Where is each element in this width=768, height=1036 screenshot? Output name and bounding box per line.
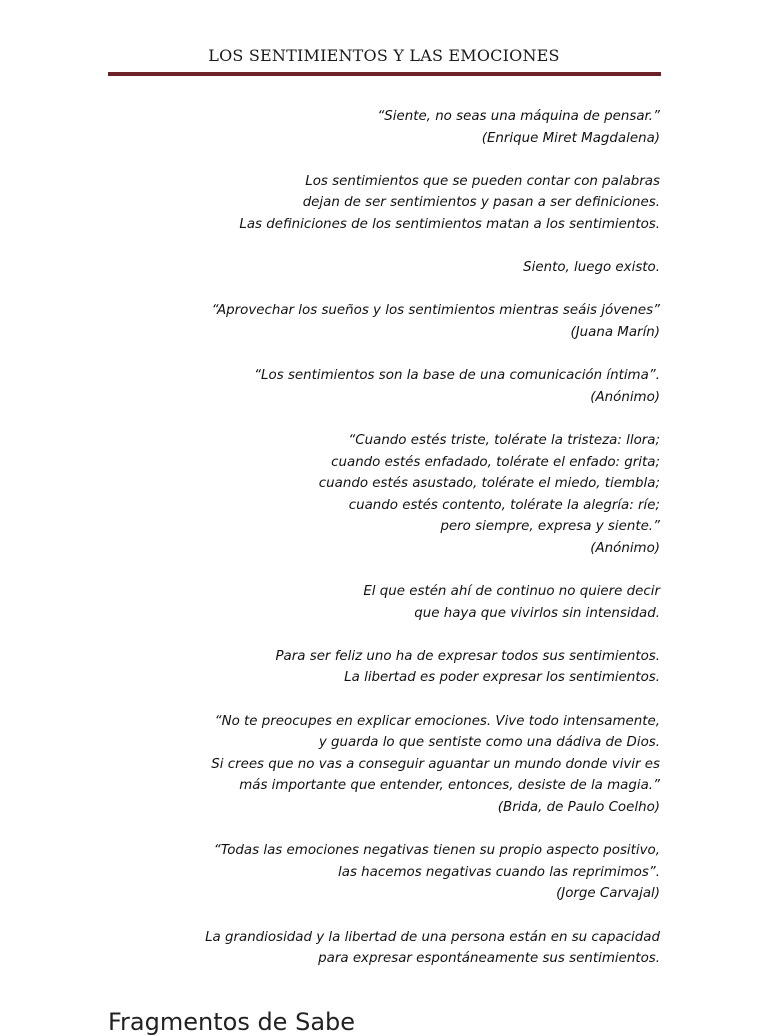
quote-stanza xyxy=(108,106,660,149)
quote-line: (Anónimo) xyxy=(590,389,660,405)
quote-line: que haya que vivirlos sin intensidad. xyxy=(414,605,660,621)
title-underline xyxy=(108,72,661,76)
quote-stanza xyxy=(108,257,660,279)
quotes-body xyxy=(108,106,660,991)
quote-line: cuando estés enfadado, tolérate el enfado: grita; xyxy=(331,454,660,470)
quote-line: “Cuando estés triste, tolérate la tristeza: llora; xyxy=(348,432,660,448)
quote-stanza xyxy=(108,365,660,408)
quote-line: “Todas las emociones negativas tienen su propio aspecto positivo, xyxy=(213,843,660,859)
quote-line: “Los sentimientos son la base de una comunicación íntima”. xyxy=(254,368,660,384)
quote-line: cuando estés contento, tolérate la alegría: ríe; xyxy=(348,497,660,513)
quote-line: para expresar espontáneamente sus sentimientos. xyxy=(318,951,660,967)
quote-stanza xyxy=(108,581,660,624)
quote-line: Para ser feliz uno ha de expresar todos sus sentimientos. xyxy=(275,648,660,664)
quote-line: La grandiosidad y la libertad de una persona están en su capacidad xyxy=(205,929,660,945)
quote-stanza xyxy=(108,300,660,343)
quote-line: “No te preocupes en explicar emociones. Vive todo intensamente, xyxy=(214,713,660,729)
quote-line: El que estén ahí de continuo no quiere decir xyxy=(363,584,660,600)
quote-line: “Siente, no seas una máquina de pensar.” xyxy=(377,109,660,124)
quote-line: cuando estés asustado, tolérate el miedo, tiembla; xyxy=(318,476,660,492)
quote-line: Siento, luego existo. xyxy=(523,260,660,276)
quote-line: Las definiciones de los sentimientos matan a los sentimientos. xyxy=(239,216,660,232)
quote-line: La libertad es poder expresar los sentimientos. xyxy=(344,670,660,686)
quote-line: dejan de ser sentimientos y pasan a ser definiciones. xyxy=(302,195,660,211)
quote-stanza xyxy=(108,430,660,560)
quote-line: Los sentimientos que se pueden contar con palabras xyxy=(305,173,660,189)
quote-line: pero siempre, expresa y siente.” xyxy=(440,519,660,535)
quote-line: (Jorge Carvajal) xyxy=(556,886,660,902)
quote-stanza xyxy=(108,927,660,970)
quote-line: (Juana Marín) xyxy=(570,324,660,340)
quote-stanza xyxy=(108,171,660,236)
quote-line: y guarda lo que sentiste como una dádiva de Dios. xyxy=(318,735,660,751)
quote-line: (Enrique Miret Magdalena) xyxy=(481,130,660,146)
quote-line: (Brida, de Paulo Coelho) xyxy=(497,800,660,815)
quote-line: (Anónimo) xyxy=(590,540,660,556)
quote-line: las hacemos negativas cuando las reprimimos”. xyxy=(338,864,660,880)
quote-line: más importante que entender, entonces, desiste de la magia.” xyxy=(239,778,660,794)
page-title: LOS SENTIMIENTOS Y LAS EMOCIONES xyxy=(208,46,560,65)
quote-stanza xyxy=(108,646,660,689)
quote-line: Si crees que no vas a conseguir aguantar un mundo donde vivir es xyxy=(211,756,660,772)
quote-line: “Aprovechar los sueños y los sentimientos mientras seáis jóvenes” xyxy=(211,303,660,319)
next-section-heading: Fragmentos de Sabe xyxy=(108,1008,356,1036)
quote-stanza xyxy=(108,840,660,905)
quote-stanza xyxy=(108,711,660,819)
